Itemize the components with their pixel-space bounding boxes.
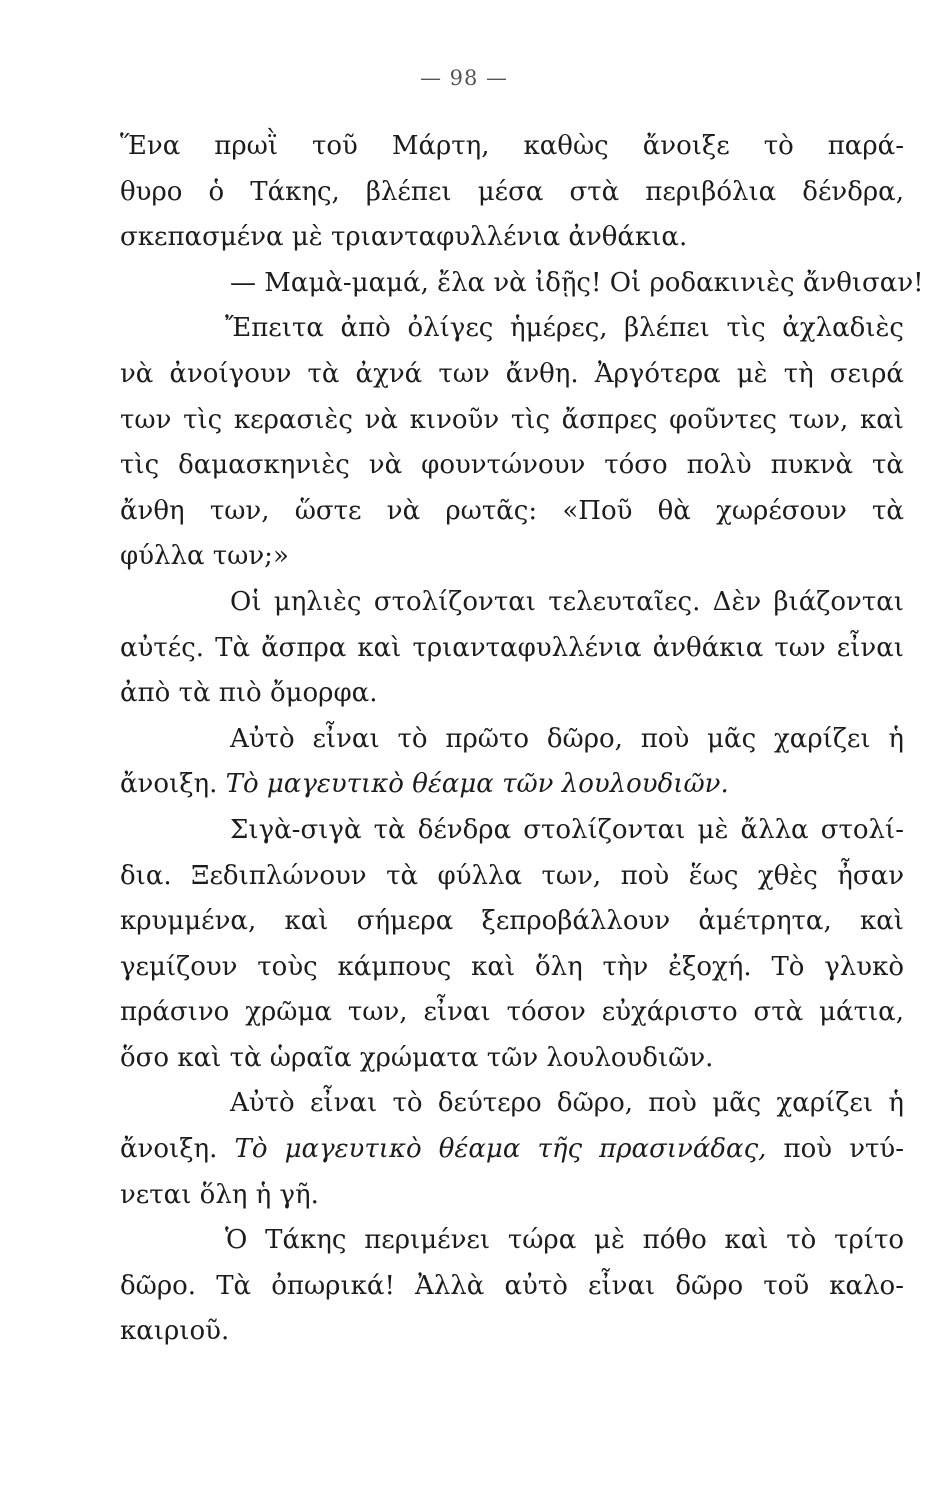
text-run: ἄνοιξη. (120, 1134, 235, 1165)
text-line: θυρο ὁ Τάκης, βλέπει μέσα στὰ περιβόλια δένδρα, (120, 176, 904, 207)
text-line: καιριοῦ. (120, 1316, 230, 1347)
text-line: Ἕνα πρωῒ τοῦ Μάρτη, καθὼς ἄνοιξε τὸ παρά- (120, 131, 904, 161)
text-line: Ἔπειτα ἀπὸ ὀλίγες ἡμέρες, βλέπει τὶς ἀχλαδιὲς (225, 313, 904, 344)
italic-phrase: Τὸ μαγευτικὸ θέαμα τῶν λουλουδιῶν. (225, 769, 729, 800)
text-line: δῶρο. Τὰ ὀπωρικά! Ἀλλὰ αὐτὸ εἶναι δῶρο τοῦ καλο- (120, 1270, 904, 1301)
text-line: σκεπασμένα μὲ τριανταφυλλένια ἀνθάκια. (120, 222, 688, 253)
text-line: τὶς δαμασκηνιὲς νὰ φουντώνουν τόσο πολὺ πυκνὰ τὰ (120, 450, 904, 481)
text-line: πράσινο χρῶμα των, εἶναι τόσον εὐχάριστο στὰ μάτια, (120, 997, 904, 1028)
text-line: — Μαμὰ-μαμά, ἔλα νὰ ἰδῇς! Οἱ ροδακινιὲς ἄνθισαν! (230, 267, 924, 298)
text-line: φύλλα των;» (120, 541, 289, 572)
text-line: ἀπὸ τὰ πιὸ ὄμορφα. (120, 678, 378, 709)
text-run: ποὺ ντύ- (766, 1134, 904, 1165)
text-line: αὐτές. Τὰ ἄσπρα καὶ τριανταφυλλένια ἀνθάκια των εἶναι (120, 632, 904, 663)
text-run: ἄνοιξη. (120, 769, 226, 800)
text-line (120, 762, 904, 808)
text-line: δια. Ξεδιπλώνουν τὰ φύλλα των, ποὺ ἕως χθὲς ἦσαν (120, 860, 904, 891)
text-line: νὰ ἀνοίγουν τὰ ἀχνά των ἄνθη. Ἀργότερα μὲ τὴ σειρά (120, 358, 904, 389)
text-line: ὅσο καὶ τὰ ὡραῖα χρώματα τῶν λουλουδιῶν. (120, 1042, 714, 1073)
text-line: Ὁ Τάκης περιμένει τώρα μὲ πόθο καὶ τὸ τρίτο (225, 1225, 904, 1256)
text-line: γεμίζουν τοὺς κάμπους καὶ ὅλη τὴν ἐξοχή. Τὸ γλυκὸ (120, 951, 904, 982)
text-line: Σιγὰ-σιγὰ τὰ δένδρα στολίζονται μὲ ἄλλα στολί- (230, 814, 904, 845)
text-line: Αὐτὸ εἶναι τὸ δεύτερο δῶρο, ποὺ μᾶς χαρίζει ἡ (230, 1088, 904, 1119)
italic-phrase: Τὸ μαγευτικὸ θέαμα τῆς πρασινάδας, (234, 1134, 767, 1165)
page-number: — 98 — (419, 66, 509, 90)
text-line: ἄνθη των, ὥστε νὰ ρωτᾶς: «Ποῦ θὰ χωρέσουν τὰ (120, 495, 904, 526)
text-line: Αὐτὸ εἶναι τὸ πρῶτο δῶρο, ποὺ μᾶς χαρίζει ἡ (230, 723, 904, 754)
body-text (120, 124, 924, 1355)
text-line: νεται ὅλη ἡ γῆ. (120, 1179, 319, 1210)
text-line: των τὶς κερασιὲς νὰ κινοῦν τὶς ἄσπρες φοῦντες των, καὶ (120, 404, 904, 435)
text-line: Οἱ μηλιὲς στολίζονται τελευταῖες. Δὲν βιάζονται (230, 586, 904, 617)
text-line: κρυμμένα, καὶ σήμερα ξεπροβάλλουν ἀμέτρητα, καὶ (120, 906, 904, 937)
text-line (120, 1127, 904, 1173)
